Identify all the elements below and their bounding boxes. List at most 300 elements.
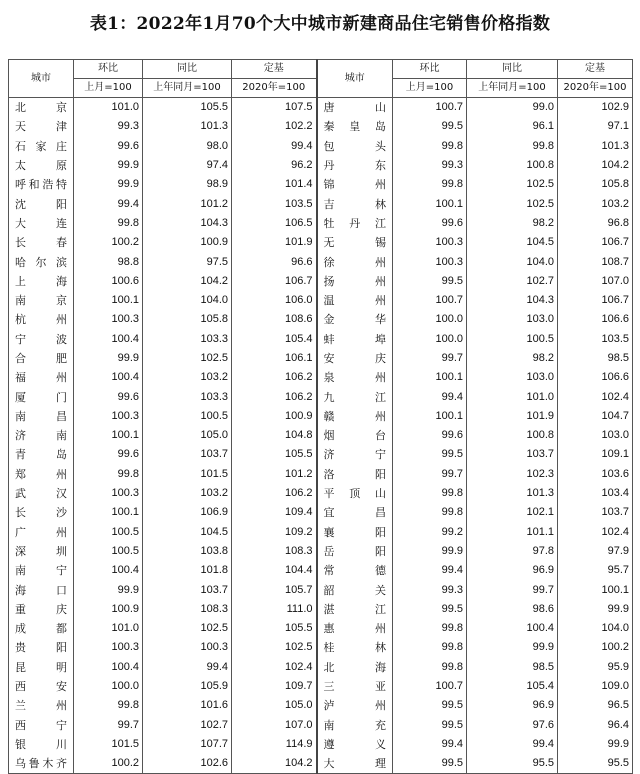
city-cell-right: 襄阳 — [317, 523, 393, 542]
city-cell-right: 包头 — [317, 137, 393, 156]
col-header-city: 城市 — [9, 60, 74, 98]
page-title: 表1：2022年1月70个大中城市新建商品住宅销售价格指数 — [89, 14, 551, 34]
mom-cell: 99.6 — [74, 137, 143, 156]
base-cell: 105.5 — [232, 619, 317, 638]
yoy-cell-right: 102.5 — [467, 194, 558, 213]
city-cell: 沈阳 — [9, 194, 74, 213]
table-row — [9, 194, 633, 213]
yoy-cell-right: 101.3 — [467, 484, 558, 503]
base-cell-right: 103.6 — [558, 465, 633, 484]
table-row — [9, 677, 633, 696]
mom-cell: 100.4 — [74, 368, 143, 387]
yoy-cell-right: 102.7 — [467, 272, 558, 291]
city-cell-right: 南充 — [317, 716, 393, 735]
mom-cell: 100.5 — [74, 523, 143, 542]
base-cell: 105.5 — [232, 445, 317, 464]
base-cell-right: 97.9 — [558, 542, 633, 561]
base-cell: 102.2 — [232, 117, 317, 136]
yoy-cell-right: 101.9 — [467, 407, 558, 426]
mom-cell-right: 100.7 — [393, 677, 467, 696]
city-cell: 天津 — [9, 117, 74, 136]
base-cell: 104.8 — [232, 426, 317, 445]
table-row — [9, 503, 633, 522]
col-subheader-base: 2020年=100 — [232, 79, 317, 98]
city-cell-right: 岳阳 — [317, 542, 393, 561]
city-cell-right: 泉州 — [317, 368, 393, 387]
city-cell-right: 洛阳 — [317, 465, 393, 484]
city-cell-right: 惠州 — [317, 619, 393, 638]
mom-cell-right: 100.0 — [393, 310, 467, 329]
city-cell: 西宁 — [9, 716, 74, 735]
city-cell-right: 韶关 — [317, 580, 393, 599]
mom-cell: 99.9 — [74, 156, 143, 175]
city-cell: 石家庄 — [9, 137, 74, 156]
mom-cell: 99.8 — [74, 465, 143, 484]
mom-cell-right: 99.8 — [393, 619, 467, 638]
city-cell: 上海 — [9, 272, 74, 291]
mom-cell: 101.0 — [74, 98, 143, 118]
base-cell: 102.5 — [232, 638, 317, 657]
mom-cell: 99.8 — [74, 214, 143, 233]
mom-cell-right: 99.5 — [393, 696, 467, 715]
yoy-cell-right: 98.2 — [467, 214, 558, 233]
city-cell-right: 泸州 — [317, 696, 393, 715]
base-cell: 96.6 — [232, 252, 317, 271]
city-cell: 武汉 — [9, 484, 74, 503]
mom-cell-right: 99.5 — [393, 754, 467, 774]
yoy-cell-right: 104.3 — [467, 291, 558, 310]
col-subheader-mom: 上月=100 — [74, 79, 143, 98]
city-cell-right: 宜昌 — [317, 503, 393, 522]
yoy-cell: 103.3 — [143, 330, 232, 349]
table-row — [9, 658, 633, 677]
city-cell: 南宁 — [9, 561, 74, 580]
table-row — [9, 330, 633, 349]
mom-cell-right: 99.4 — [393, 387, 467, 406]
city-cell: 成都 — [9, 619, 74, 638]
base-cell-right: 104.0 — [558, 619, 633, 638]
mom-cell: 100.3 — [74, 638, 143, 657]
mom-cell: 99.9 — [74, 175, 143, 194]
base-cell-right: 102.4 — [558, 523, 633, 542]
city-cell: 哈尔滨 — [9, 252, 74, 271]
mom-cell-right: 100.7 — [393, 291, 467, 310]
mom-cell-right: 99.3 — [393, 156, 467, 175]
yoy-cell: 103.7 — [143, 445, 232, 464]
yoy-cell-right: 96.9 — [467, 696, 558, 715]
base-cell: 105.7 — [232, 580, 317, 599]
yoy-cell: 105.0 — [143, 426, 232, 445]
city-cell-right: 平顶山 — [317, 484, 393, 503]
col-header-mom-right: 环比 — [393, 60, 467, 79]
yoy-cell-right: 96.1 — [467, 117, 558, 136]
city-cell-right: 牡丹江 — [317, 214, 393, 233]
mom-cell: 100.1 — [74, 503, 143, 522]
yoy-cell-right: 102.3 — [467, 465, 558, 484]
mom-cell: 99.9 — [74, 580, 143, 599]
mom-cell-right: 100.1 — [393, 407, 467, 426]
mom-cell-right: 99.5 — [393, 600, 467, 619]
mom-cell-right: 99.5 — [393, 716, 467, 735]
yoy-cell: 102.5 — [143, 349, 232, 368]
mom-cell-right: 99.2 — [393, 523, 467, 542]
col-subheader-base-right: 2020年=100 — [558, 79, 633, 98]
base-cell-right: 109.0 — [558, 677, 633, 696]
yoy-cell-right: 104.5 — [467, 233, 558, 252]
mom-cell: 100.2 — [74, 233, 143, 252]
table-row — [9, 98, 633, 118]
city-cell: 厦门 — [9, 387, 74, 406]
table-row — [9, 580, 633, 599]
city-cell-right: 赣州 — [317, 407, 393, 426]
mom-cell: 99.7 — [74, 716, 143, 735]
city-cell-right: 常德 — [317, 561, 393, 580]
city-cell-right: 锦州 — [317, 175, 393, 194]
yoy-cell-right: 99.7 — [467, 580, 558, 599]
city-cell-right: 扬州 — [317, 272, 393, 291]
mom-cell: 99.3 — [74, 117, 143, 136]
base-cell-right: 97.1 — [558, 117, 633, 136]
base-cell: 101.2 — [232, 465, 317, 484]
base-cell: 105.4 — [232, 330, 317, 349]
city-cell: 乌鲁木齐 — [9, 754, 74, 774]
base-cell: 109.7 — [232, 677, 317, 696]
base-cell: 104.4 — [232, 561, 317, 580]
city-cell-right: 金华 — [317, 310, 393, 329]
yoy-cell: 98.9 — [143, 175, 232, 194]
mom-cell: 100.4 — [74, 658, 143, 677]
table-row — [9, 696, 633, 715]
table-row — [9, 754, 633, 774]
mom-cell-right: 99.8 — [393, 638, 467, 657]
base-cell-right: 106.6 — [558, 310, 633, 329]
base-cell-right: 104.2 — [558, 156, 633, 175]
yoy-cell-right: 104.0 — [467, 252, 558, 271]
mom-cell: 99.4 — [74, 194, 143, 213]
table-row — [9, 542, 633, 561]
city-cell-right: 蚌埠 — [317, 330, 393, 349]
yoy-cell-right: 99.9 — [467, 638, 558, 657]
base-cell-right: 96.8 — [558, 214, 633, 233]
yoy-cell: 104.3 — [143, 214, 232, 233]
mom-cell: 99.9 — [74, 349, 143, 368]
table-row — [9, 600, 633, 619]
mom-cell-right: 99.7 — [393, 465, 467, 484]
base-cell: 106.0 — [232, 291, 317, 310]
yoy-cell-right: 98.2 — [467, 349, 558, 368]
city-cell: 太原 — [9, 156, 74, 175]
price-index-table — [8, 59, 633, 774]
mom-cell: 100.9 — [74, 600, 143, 619]
mom-cell-right: 99.3 — [393, 580, 467, 599]
col-subheader-mom-right: 上月=100 — [393, 79, 467, 98]
city-cell: 郑州 — [9, 465, 74, 484]
mom-cell: 101.5 — [74, 735, 143, 754]
table-row — [9, 619, 633, 638]
base-cell: 106.1 — [232, 349, 317, 368]
mom-cell: 99.6 — [74, 445, 143, 464]
yoy-cell: 97.4 — [143, 156, 232, 175]
table-row — [9, 484, 633, 503]
base-cell-right: 95.5 — [558, 754, 633, 774]
base-cell-right: 103.5 — [558, 330, 633, 349]
table-row — [9, 291, 633, 310]
table-row — [9, 407, 633, 426]
yoy-cell-right: 103.7 — [467, 445, 558, 464]
yoy-cell: 105.5 — [143, 98, 232, 118]
city-cell: 北京 — [9, 98, 74, 118]
mom-cell-right: 99.5 — [393, 272, 467, 291]
yoy-cell: 103.8 — [143, 542, 232, 561]
mom-cell-right: 100.7 — [393, 98, 467, 118]
base-cell-right: 100.1 — [558, 580, 633, 599]
yoy-cell: 97.5 — [143, 252, 232, 271]
city-cell: 青岛 — [9, 445, 74, 464]
mom-cell: 99.6 — [74, 387, 143, 406]
mom-cell-right: 100.3 — [393, 233, 467, 252]
yoy-cell: 102.7 — [143, 716, 232, 735]
city-cell-right: 安庆 — [317, 349, 393, 368]
base-cell-right: 103.0 — [558, 426, 633, 445]
mom-cell: 99.8 — [74, 696, 143, 715]
yoy-cell: 100.3 — [143, 638, 232, 657]
yoy-cell-right: 103.0 — [467, 368, 558, 387]
base-cell-right: 103.4 — [558, 484, 633, 503]
yoy-cell: 101.2 — [143, 194, 232, 213]
yoy-cell-right: 101.0 — [467, 387, 558, 406]
base-cell: 107.0 — [232, 716, 317, 735]
col-subheader-yoy-right: 上年同月=100 — [467, 79, 558, 98]
city-cell: 长沙 — [9, 503, 74, 522]
table-row — [9, 137, 633, 156]
base-cell-right: 102.9 — [558, 98, 633, 118]
city-cell: 济南 — [9, 426, 74, 445]
base-cell-right: 106.7 — [558, 233, 633, 252]
yoy-cell: 101.3 — [143, 117, 232, 136]
mom-cell-right: 99.6 — [393, 214, 467, 233]
yoy-cell: 99.4 — [143, 658, 232, 677]
city-cell: 福州 — [9, 368, 74, 387]
city-cell-right: 遵义 — [317, 735, 393, 754]
table-row — [9, 310, 633, 329]
city-cell: 南京 — [9, 291, 74, 310]
city-cell-right: 徐州 — [317, 252, 393, 271]
table-row — [9, 117, 633, 136]
base-cell-right: 105.8 — [558, 175, 633, 194]
table-row — [9, 156, 633, 175]
city-cell: 南昌 — [9, 407, 74, 426]
mom-cell-right: 99.9 — [393, 542, 467, 561]
table-row — [9, 445, 633, 464]
yoy-cell: 103.2 — [143, 484, 232, 503]
base-cell: 96.2 — [232, 156, 317, 175]
base-cell-right: 103.7 — [558, 503, 633, 522]
city-cell: 深圳 — [9, 542, 74, 561]
col-header-base: 定基 — [232, 60, 317, 79]
city-cell-right: 桂林 — [317, 638, 393, 657]
mom-cell: 100.4 — [74, 561, 143, 580]
yoy-cell-right: 99.8 — [467, 137, 558, 156]
city-cell: 宁波 — [9, 330, 74, 349]
city-cell: 贵阳 — [9, 638, 74, 657]
yoy-cell: 103.7 — [143, 580, 232, 599]
city-cell-right: 大理 — [317, 754, 393, 774]
mom-cell: 100.6 — [74, 272, 143, 291]
yoy-cell: 98.0 — [143, 137, 232, 156]
mom-cell-right: 99.8 — [393, 503, 467, 522]
mom-cell-right: 99.5 — [393, 117, 467, 136]
base-cell: 109.2 — [232, 523, 317, 542]
yoy-cell-right: 105.4 — [467, 677, 558, 696]
city-cell: 重庆 — [9, 600, 74, 619]
city-cell-right: 济宁 — [317, 445, 393, 464]
header-row-main — [9, 60, 633, 79]
mom-cell: 100.3 — [74, 407, 143, 426]
mom-cell-right: 99.4 — [393, 735, 467, 754]
city-cell: 昆明 — [9, 658, 74, 677]
base-cell: 100.9 — [232, 407, 317, 426]
yoy-cell: 100.5 — [143, 407, 232, 426]
base-cell-right: 98.5 — [558, 349, 633, 368]
mom-cell: 100.2 — [74, 754, 143, 774]
mom-cell-right: 100.3 — [393, 252, 467, 271]
base-cell: 101.4 — [232, 175, 317, 194]
city-cell: 西安 — [9, 677, 74, 696]
mom-cell-right: 99.4 — [393, 561, 467, 580]
table-row — [9, 175, 633, 194]
table-row — [9, 214, 633, 233]
yoy-cell: 106.9 — [143, 503, 232, 522]
city-cell: 广州 — [9, 523, 74, 542]
yoy-cell-right: 97.6 — [467, 716, 558, 735]
yoy-cell: 105.9 — [143, 677, 232, 696]
col-header-yoy-right: 同比 — [467, 60, 558, 79]
table-row — [9, 426, 633, 445]
yoy-cell-right: 103.0 — [467, 310, 558, 329]
mom-cell-right: 99.5 — [393, 445, 467, 464]
city-cell: 兰州 — [9, 696, 74, 715]
mom-cell: 100.3 — [74, 484, 143, 503]
base-cell-right: 95.7 — [558, 561, 633, 580]
yoy-cell: 101.8 — [143, 561, 232, 580]
mom-cell-right: 100.0 — [393, 330, 467, 349]
city-cell: 呼和浩特 — [9, 175, 74, 194]
table-row — [9, 638, 633, 657]
table-row — [9, 523, 633, 542]
base-cell: 106.2 — [232, 368, 317, 387]
base-cell: 106.7 — [232, 272, 317, 291]
yoy-cell: 104.2 — [143, 272, 232, 291]
mom-cell-right: 99.8 — [393, 484, 467, 503]
mom-cell: 100.4 — [74, 330, 143, 349]
mom-cell: 100.5 — [74, 542, 143, 561]
mom-cell-right: 99.8 — [393, 137, 467, 156]
base-cell-right: 96.4 — [558, 716, 633, 735]
base-cell: 105.0 — [232, 696, 317, 715]
table-row — [9, 735, 633, 754]
yoy-cell: 104.0 — [143, 291, 232, 310]
mom-cell: 100.3 — [74, 310, 143, 329]
yoy-cell-right: 100.4 — [467, 619, 558, 638]
yoy-cell: 100.9 — [143, 233, 232, 252]
base-cell-right: 109.1 — [558, 445, 633, 464]
col-header-yoy: 同比 — [143, 60, 232, 79]
yoy-cell-right: 100.8 — [467, 156, 558, 175]
base-cell-right: 102.4 — [558, 387, 633, 406]
base-cell: 106.2 — [232, 387, 317, 406]
city-cell-right: 三亚 — [317, 677, 393, 696]
yoy-cell-right: 102.5 — [467, 175, 558, 194]
city-cell-right: 无锡 — [317, 233, 393, 252]
city-cell-right: 北海 — [317, 658, 393, 677]
base-cell-right: 96.5 — [558, 696, 633, 715]
base-cell: 106.2 — [232, 484, 317, 503]
table-row — [9, 465, 633, 484]
table-row — [9, 561, 633, 580]
base-cell: 111.0 — [232, 600, 317, 619]
base-cell: 101.9 — [232, 233, 317, 252]
yoy-cell-right: 98.6 — [467, 600, 558, 619]
city-cell-right: 烟台 — [317, 426, 393, 445]
yoy-cell-right: 99.0 — [467, 98, 558, 118]
yoy-cell-right: 99.4 — [467, 735, 558, 754]
yoy-cell: 103.2 — [143, 368, 232, 387]
mom-cell: 100.0 — [74, 677, 143, 696]
yoy-cell-right: 96.9 — [467, 561, 558, 580]
yoy-cell: 108.3 — [143, 600, 232, 619]
city-cell-right: 吉林 — [317, 194, 393, 213]
mom-cell-right: 99.6 — [393, 426, 467, 445]
yoy-cell-right: 100.5 — [467, 330, 558, 349]
mom-cell-right: 100.1 — [393, 194, 467, 213]
mom-cell-right: 99.8 — [393, 658, 467, 677]
city-cell-right: 丹东 — [317, 156, 393, 175]
yoy-cell: 102.6 — [143, 754, 232, 774]
mom-cell-right: 99.7 — [393, 349, 467, 368]
city-cell-right: 湛江 — [317, 600, 393, 619]
yoy-cell-right: 100.8 — [467, 426, 558, 445]
city-cell: 杭州 — [9, 310, 74, 329]
mom-cell: 100.1 — [74, 426, 143, 445]
yoy-cell: 105.8 — [143, 310, 232, 329]
base-cell: 103.5 — [232, 194, 317, 213]
city-cell-right: 九江 — [317, 387, 393, 406]
table-row — [9, 716, 633, 735]
city-cell: 大连 — [9, 214, 74, 233]
yoy-cell: 101.6 — [143, 696, 232, 715]
col-header-base-right: 定基 — [558, 60, 633, 79]
base-cell-right: 104.7 — [558, 407, 633, 426]
yoy-cell: 103.3 — [143, 387, 232, 406]
city-cell: 合肥 — [9, 349, 74, 368]
col-header-city-right: 城市 — [317, 60, 393, 98]
base-cell: 109.4 — [232, 503, 317, 522]
yoy-cell: 107.7 — [143, 735, 232, 754]
base-cell: 104.2 — [232, 754, 317, 774]
base-cell-right: 107.0 — [558, 272, 633, 291]
base-cell-right: 99.9 — [558, 735, 633, 754]
yoy-cell-right: 102.1 — [467, 503, 558, 522]
col-subheader-yoy: 上年同月=100 — [143, 79, 232, 98]
base-cell: 108.6 — [232, 310, 317, 329]
yoy-cell: 104.5 — [143, 523, 232, 542]
table-row — [9, 233, 633, 252]
mom-cell: 101.0 — [74, 619, 143, 638]
base-cell: 107.5 — [232, 98, 317, 118]
city-cell: 长春 — [9, 233, 74, 252]
base-cell: 106.5 — [232, 214, 317, 233]
mom-cell-right: 100.1 — [393, 368, 467, 387]
